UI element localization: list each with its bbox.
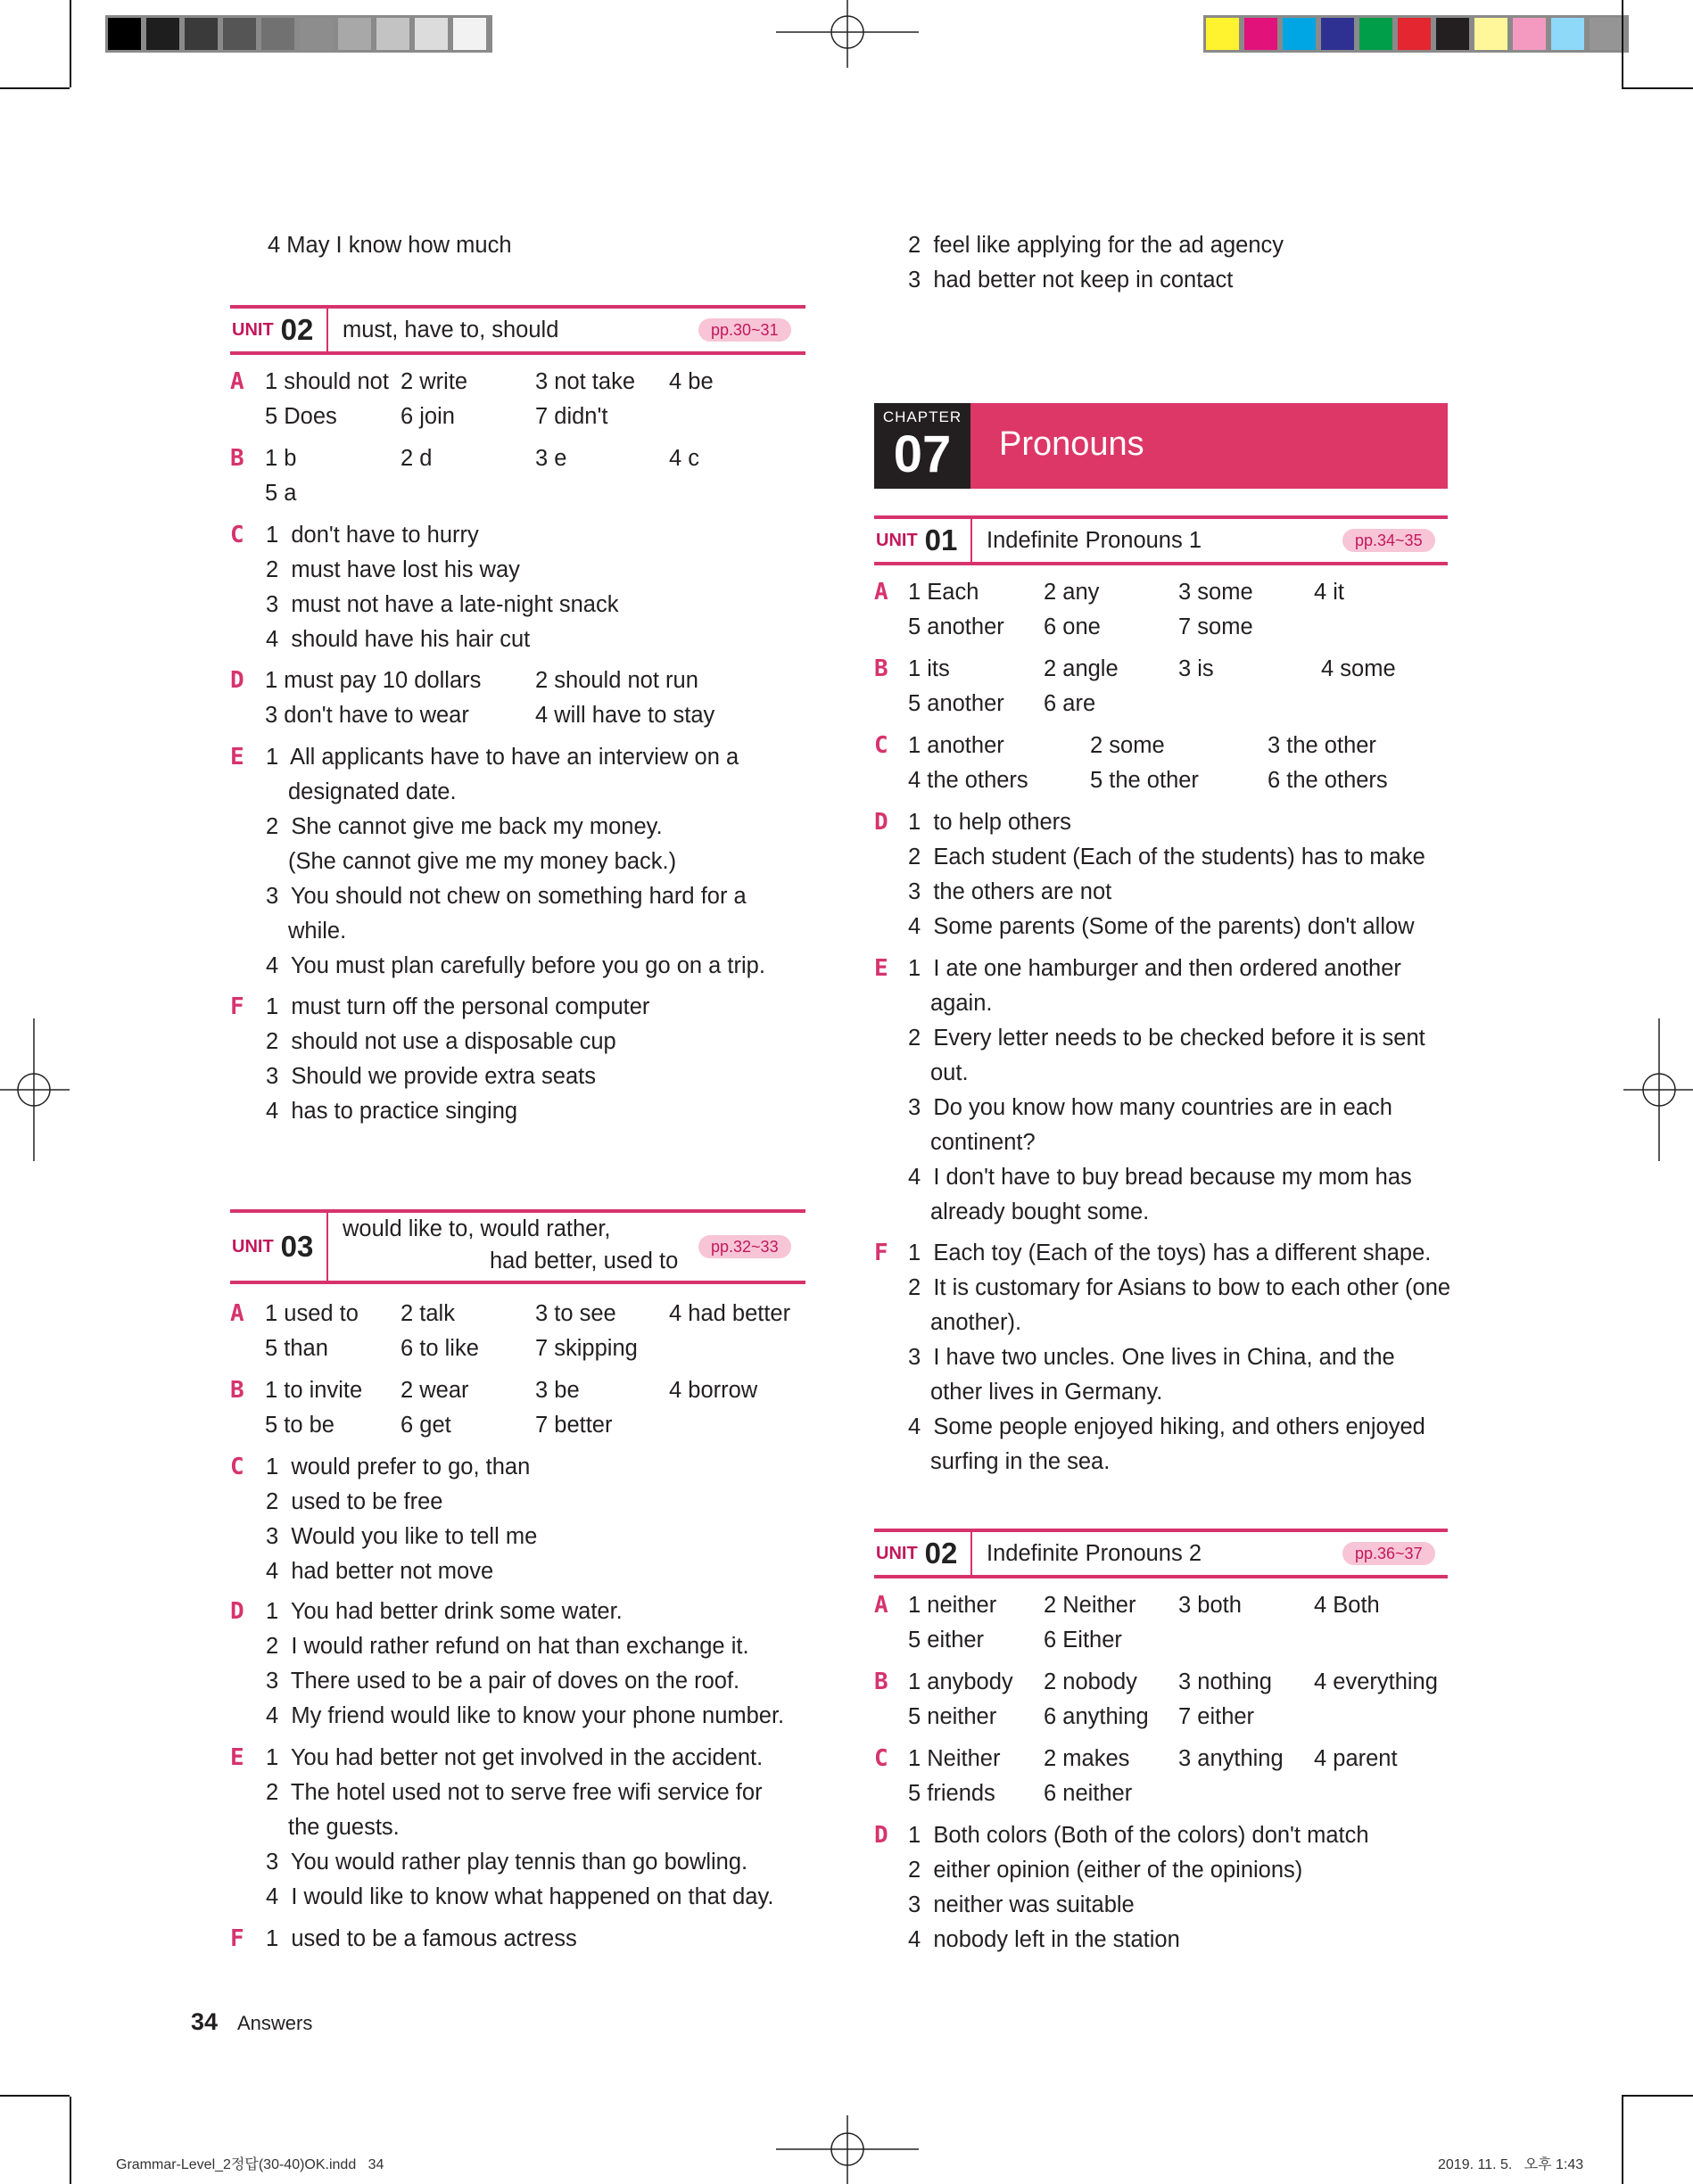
answer-cell: 6 anything <box>1044 1704 1149 1729</box>
answer-cell: 4 be <box>669 369 714 394</box>
answer-cell: 2 any <box>1044 580 1100 605</box>
answer-line: 4 May I know how much <box>268 233 512 258</box>
answer-line: 3 had better not keep in contact <box>908 268 1234 293</box>
answer-cell: 4 it <box>1314 580 1345 605</box>
answer-cell: 3 don't have to wear <box>265 703 469 728</box>
answer-line: 3 neither was suitable <box>908 1892 1135 1917</box>
registration-mark-icon <box>1622 1018 1693 1161</box>
chapter-label: CHAPTER <box>882 408 962 425</box>
answer-line: 1 used to be a famous actress <box>266 1926 577 1951</box>
answer-line: 1 to help others <box>908 810 1071 835</box>
answer-line: 1 must turn off the personal computer <box>266 994 650 1019</box>
color-swatch <box>1244 18 1277 50</box>
answer-cell: 4 some <box>1321 656 1396 681</box>
answer-cell: 5 another <box>908 691 1004 716</box>
answer-line: 4 You must plan carefully before you go on a trip. <box>266 953 765 978</box>
answer-cell: 2 talk <box>401 1301 455 1326</box>
color-swatch <box>146 18 179 50</box>
color-swatch <box>1590 18 1623 50</box>
section-letter-a: A <box>230 368 244 395</box>
answer-line-continuation: (She cannot give me my money back.) <box>288 849 677 874</box>
unit-title-line-2: had better, used to <box>490 1249 679 1273</box>
answer-line: 2 Each student (Each of the students) has to make <box>908 845 1425 869</box>
answer-line: 2 I would rather refund on hat than exchange it. <box>266 1634 749 1659</box>
answer-cell: 4 will have to stay <box>535 703 715 728</box>
answer-line: 4 has to practice singing <box>266 1099 518 1124</box>
unit-label: UNIT <box>876 1543 918 1563</box>
unit-number: 01 <box>924 523 958 556</box>
section-letter-c: C <box>874 1745 888 1772</box>
answer-cell: 6 one <box>1044 614 1101 639</box>
answer-line: 4 should have his hair cut <box>266 627 531 652</box>
answer-cell: 2 nobody <box>1044 1669 1137 1694</box>
answer-cell: 5 neither <box>908 1704 997 1729</box>
crop-mark <box>70 0 71 87</box>
answer-cell: 5 a <box>265 481 297 506</box>
color-swatch <box>376 18 409 50</box>
color-swatch <box>185 18 218 50</box>
answer-line: 3 Should we provide extra seats <box>266 1064 596 1089</box>
answer-cell: 4 borrow <box>669 1378 758 1403</box>
section-letter-d: D <box>230 1598 244 1625</box>
answer-line-continuation: already bought some. <box>930 1199 1150 1224</box>
section-letter-f: F <box>874 1240 888 1266</box>
page-reference-badge: pp.34~35 <box>1342 529 1435 552</box>
answer-cell: 6 to like <box>401 1336 479 1361</box>
answer-line: 4 I don't have to buy bread because my mom has <box>908 1165 1412 1190</box>
color-swatch <box>1513 18 1546 50</box>
registration-mark-icon <box>0 1018 71 1161</box>
answer-line: 1 would prefer to go, than <box>266 1455 531 1479</box>
answer-line: 3 must not have a late-night snack <box>266 592 619 617</box>
unit-title: must, have to, should <box>343 317 559 342</box>
answer-cell: 3 the other <box>1268 733 1376 758</box>
answer-line: 2 either opinion (either of the opinions) <box>908 1858 1303 1883</box>
answer-line: 3 Do you know how many countries are in each <box>908 1095 1392 1120</box>
answer-line: 2 It is customary for Asians to bow to each other (one <box>908 1275 1451 1300</box>
answer-cell: 3 nothing <box>1178 1669 1272 1694</box>
answer-line-continuation: other lives in Germany. <box>930 1380 1163 1405</box>
answer-cell: 1 another <box>908 733 1004 758</box>
answer-line: 1 Each toy (Each of the toys) has a different shape. <box>908 1240 1432 1265</box>
answer-line-continuation: the guests. <box>288 1815 400 1840</box>
page-label: Answers <box>237 2012 313 2034</box>
color-swatch <box>1474 18 1507 50</box>
answer-cell: 4 parent <box>1314 1746 1398 1771</box>
answer-cell: 4 had better <box>669 1301 791 1326</box>
color-swatch <box>108 18 141 50</box>
unit-label: UNIT <box>232 1236 274 1257</box>
unit-label: UNIT <box>232 319 274 340</box>
color-swatch <box>1321 18 1354 50</box>
section-letter-d: D <box>874 809 888 836</box>
section-letter-f: F <box>230 1925 244 1952</box>
answer-cell: 3 anything <box>1178 1746 1284 1771</box>
color-swatch <box>453 18 486 50</box>
chapter-number: 07 <box>893 425 952 483</box>
answer-cell: 5 than <box>265 1336 328 1361</box>
section-letter-e: E <box>230 1744 244 1771</box>
section-letter-c: C <box>230 522 244 548</box>
answer-cell: 6 the others <box>1268 768 1388 793</box>
section-letter-a: A <box>874 579 888 606</box>
answer-cell: 6 join <box>401 404 455 429</box>
answer-cell: 1 Each <box>908 580 979 605</box>
section-letter-e: E <box>874 955 888 982</box>
answer-cell: 7 skipping <box>535 1336 638 1361</box>
answer-line: 3 Would you like to tell me <box>266 1524 538 1549</box>
answer-line: 2 feel like applying for the ad agency <box>908 233 1284 258</box>
answer-cell: 6 neither <box>1044 1781 1133 1806</box>
crop-mark <box>1622 0 1623 87</box>
unit-number: 02 <box>924 1537 958 1570</box>
answer-cell: 5 either <box>908 1628 985 1652</box>
answer-cell: 2 angle <box>1044 656 1119 681</box>
section-letter-f: F <box>230 993 244 1020</box>
section-letter-a: A <box>230 1300 244 1327</box>
unit-label: UNIT <box>876 530 918 550</box>
answer-cell: 2 d <box>401 446 433 471</box>
answer-cell: 1 its <box>908 656 950 681</box>
answer-cell: 5 the other <box>1090 768 1199 793</box>
answer-line-continuation: designated date. <box>288 779 457 804</box>
color-swatch <box>300 18 333 50</box>
answer-cell: 7 better <box>535 1413 613 1438</box>
unit-02-header <box>230 305 805 355</box>
answer-line: 3 I have two uncles. One lives in China, and the <box>908 1345 1395 1370</box>
answer-cell: 5 to be <box>265 1413 334 1438</box>
section-letter-c: C <box>230 1454 244 1480</box>
answer-line-continuation: surfing in the sea. <box>930 1449 1111 1474</box>
answer-line: 4 had better not move <box>266 1559 494 1584</box>
answer-cell: 4 the others <box>908 768 1028 793</box>
unit-title: Indefinite Pronouns 2 <box>987 1541 1202 1566</box>
answer-cell: 1 Neither <box>908 1746 1001 1771</box>
page-reference-badge: pp.32~33 <box>698 1235 791 1258</box>
section-letter-d: D <box>874 1822 888 1849</box>
answer-line-continuation: continent? <box>930 1130 1036 1155</box>
answer-cell: 2 Neither <box>1044 1593 1136 1618</box>
answer-cell: 1 b <box>265 446 297 471</box>
answer-cell: 1 neither <box>908 1593 997 1618</box>
answer-line: 3 the others are not <box>908 879 1112 904</box>
answer-line: 4 nobody left in the station <box>908 1927 1180 1952</box>
unit-01-header <box>874 515 1448 565</box>
unit-title-line-1: would like to, would rather, <box>343 1216 611 1241</box>
registration-mark-icon <box>776 2114 919 2184</box>
color-swatch <box>1283 18 1316 50</box>
answer-line: 4 My friend would like to know your phone number. <box>266 1703 785 1728</box>
color-swatch <box>338 18 371 50</box>
answer-line: 1 You had better drink some water. <box>266 1599 623 1624</box>
answer-line: 2 must have lost his way <box>266 557 520 582</box>
section-letter-e: E <box>230 744 244 771</box>
color-swatch <box>1436 18 1469 50</box>
answer-line: 2 should not use a disposable cup <box>266 1029 616 1054</box>
answer-cell: 3 e <box>535 446 567 471</box>
section-letter-c: C <box>874 732 888 759</box>
section-letter-b: B <box>874 1669 888 1695</box>
answer-line: 1 All applicants have to have an interview on a <box>266 745 739 770</box>
crop-mark <box>70 2097 71 2184</box>
answer-cell: 1 to invite <box>265 1378 363 1403</box>
answer-cell: 3 be <box>535 1378 580 1403</box>
file-slug: Grammar-Level_2정답(30-40)OK.indd 34 <box>116 2157 384 2172</box>
answer-line: 4 I would like to know what happened on that day. <box>266 1884 774 1909</box>
color-swatch <box>223 18 256 50</box>
answer-cell: 2 write <box>401 369 468 394</box>
answer-cell: 3 not take <box>535 369 635 394</box>
answer-cell: 2 should not run <box>535 668 698 693</box>
section-letter-b: B <box>230 1377 244 1404</box>
answer-cell: 6 Either <box>1044 1628 1122 1652</box>
answer-cell: 4 everything <box>1314 1669 1438 1694</box>
color-swatch <box>1206 18 1239 50</box>
answer-line-continuation: again. <box>930 991 993 1016</box>
unit-02-header <box>874 1529 1448 1578</box>
answer-cell: 7 either <box>1178 1704 1255 1729</box>
answer-cell: 3 both <box>1178 1593 1242 1618</box>
crop-mark <box>0 2095 70 2097</box>
answer-line: 2 used to be free <box>266 1489 443 1514</box>
crop-mark <box>0 87 70 89</box>
crop-mark <box>1622 2095 1693 2097</box>
unit-number: 02 <box>280 313 314 346</box>
color-swatch <box>1398 18 1431 50</box>
answer-cell: 3 to see <box>535 1301 616 1326</box>
answer-line: 1 don't have to hurry <box>266 523 479 548</box>
print-date: 2019. 11. 5. 오후 1:43 <box>1438 2157 1584 2172</box>
answer-line: 1 I ate one hamburger and then ordered another <box>908 956 1401 981</box>
page-number: 34 <box>191 2008 219 2035</box>
answer-cell: 3 some <box>1178 580 1253 605</box>
answer-line: 2 Every letter needs to be checked before it is sent <box>908 1026 1425 1051</box>
answer-line: 3 You should not chew on something hard for a <box>266 884 747 909</box>
answer-line-continuation: out. <box>930 1060 969 1085</box>
answer-line: 1 You had better not get involved in the accident. <box>266 1745 764 1770</box>
answer-line: 1 Both colors (Both of the colors) don't match <box>908 1823 1369 1848</box>
color-swatch <box>1359 18 1392 50</box>
answer-cell: 2 wear <box>401 1378 469 1403</box>
answer-cell: 4 Both <box>1314 1593 1380 1618</box>
answer-line: 4 Some parents (Some of the parents) don't allow <box>908 914 1415 939</box>
answer-line: 3 There used to be a pair of doves on the roof. <box>266 1669 740 1694</box>
answer-cell: 5 friends <box>908 1781 995 1806</box>
section-letter-b: B <box>874 655 888 682</box>
answer-cell: 1 must pay 10 dollars <box>265 668 482 693</box>
answer-line: 4 Some people enjoyed hiking, and others enjoyed <box>908 1414 1425 1439</box>
page-reference-badge: pp.30~31 <box>698 318 791 342</box>
color-swatch <box>261 18 294 50</box>
answer-cell: 2 makes <box>1044 1746 1130 1771</box>
section-letter-d: D <box>230 667 244 694</box>
answer-line: 2 She cannot give me back my money. <box>266 814 663 839</box>
answer-line-continuation: while. <box>288 919 347 944</box>
chapter-number-box <box>874 403 970 489</box>
color-swatch <box>1551 18 1584 50</box>
answer-cell: 6 are <box>1044 691 1096 716</box>
unit-title: Indefinite Pronouns 1 <box>987 528 1202 553</box>
answer-cell: 1 used to <box>265 1301 359 1326</box>
crop-mark <box>1622 87 1693 89</box>
answer-line: 2 The hotel used not to serve free wifi service for <box>266 1780 763 1805</box>
answer-cell: 6 get <box>401 1413 451 1438</box>
answer-cell: 3 is <box>1178 656 1214 681</box>
answer-cell: 2 some <box>1090 733 1165 758</box>
section-letter-b: B <box>230 445 244 472</box>
answer-cell: 5 Does <box>265 404 337 429</box>
registration-mark-icon <box>776 0 919 71</box>
answer-cell: 7 didn't <box>535 404 608 429</box>
chapter-banner <box>874 403 1448 489</box>
answer-cell: 1 should not <box>265 369 389 394</box>
answer-cell: 5 another <box>908 614 1004 639</box>
section-letter-a: A <box>874 1592 888 1619</box>
page-reference-badge: pp.36~37 <box>1342 1542 1435 1565</box>
color-swatch <box>415 18 448 50</box>
chapter-title: Pronouns <box>999 425 1144 463</box>
unit-number: 03 <box>280 1230 314 1263</box>
answer-line-continuation: another). <box>930 1310 1022 1335</box>
crop-mark <box>1622 2097 1623 2184</box>
answer-line: 3 You would rather play tennis than go bowling. <box>266 1850 748 1875</box>
answer-cell: 1 anybody <box>908 1669 1013 1694</box>
unit-03-header <box>230 1209 805 1284</box>
answer-cell: 7 some <box>1178 614 1253 639</box>
answer-cell: 4 c <box>669 446 700 471</box>
